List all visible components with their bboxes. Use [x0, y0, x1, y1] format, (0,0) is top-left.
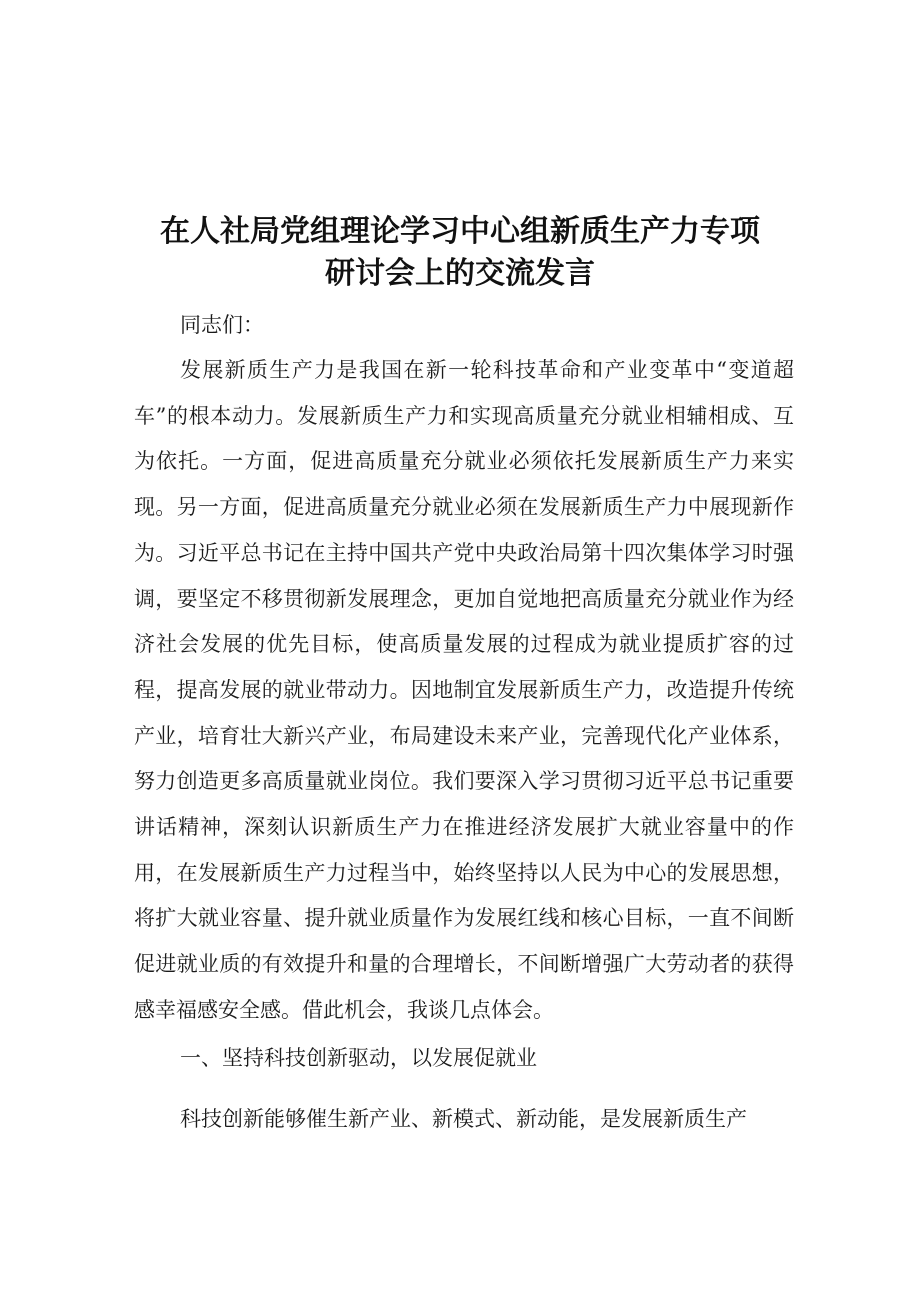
- body-paragraph-1: 发展新质生产力是我国在新一轮科技革命和产业变革中“变道超车”的根本动力。发展新质生产力和实现高质量充分就业相辅相成、互为依托。一方面，促进高质量充分就业必须依托发展新质生产力来实现。另一方面，促进高质量充分就业必须在发展新质生产力中展现新作为。习近平总书记在主持中国共产党中央政治局第十四次集体学习时强调，要坚定不移贯彻新发展理念，更加自觉地把高质量充分就业作为经济社会发展的优先目标，使高质量发展的过程成为就业提质扩容的过程，提高发展的就业带动力。因地制宜发展新质生产力，改造提升传统产业，培育壮大新兴产业，布局建设未来产业，完善现代化产业体系，努力创造更多高质量就业岗位。我们要深入学习贯彻习近平总书记重要讲话精神，深刻认识新质生产力在推进经济发展扩大就业容量中的作用，在发展新质生产力过程当中，始终坚持以人民为中心的发展思想，将扩大就业容量、提升就业质量作为发展红线和核心目标，一直不间断促进就业质的有效提升和量的合理增长，不间断增强广大劳动者的获得感幸福感安全感。借此机会，我谈几点体会。: [134, 358, 794, 1022]
- body-paragraph-2: 科技创新能够催生新产业、新模式、新动能，是发展新质生产: [180, 1107, 747, 1131]
- document-title-line-2: 研讨会上的交流发言: [325, 256, 595, 291]
- document-title-line-1: 在人社局党组理论学习中心组新质生产力专项: [160, 214, 760, 249]
- salutation: 同志们：: [180, 313, 264, 337]
- section-heading-1: 一、坚持科技创新驱动，以发展促就业: [180, 1046, 537, 1070]
